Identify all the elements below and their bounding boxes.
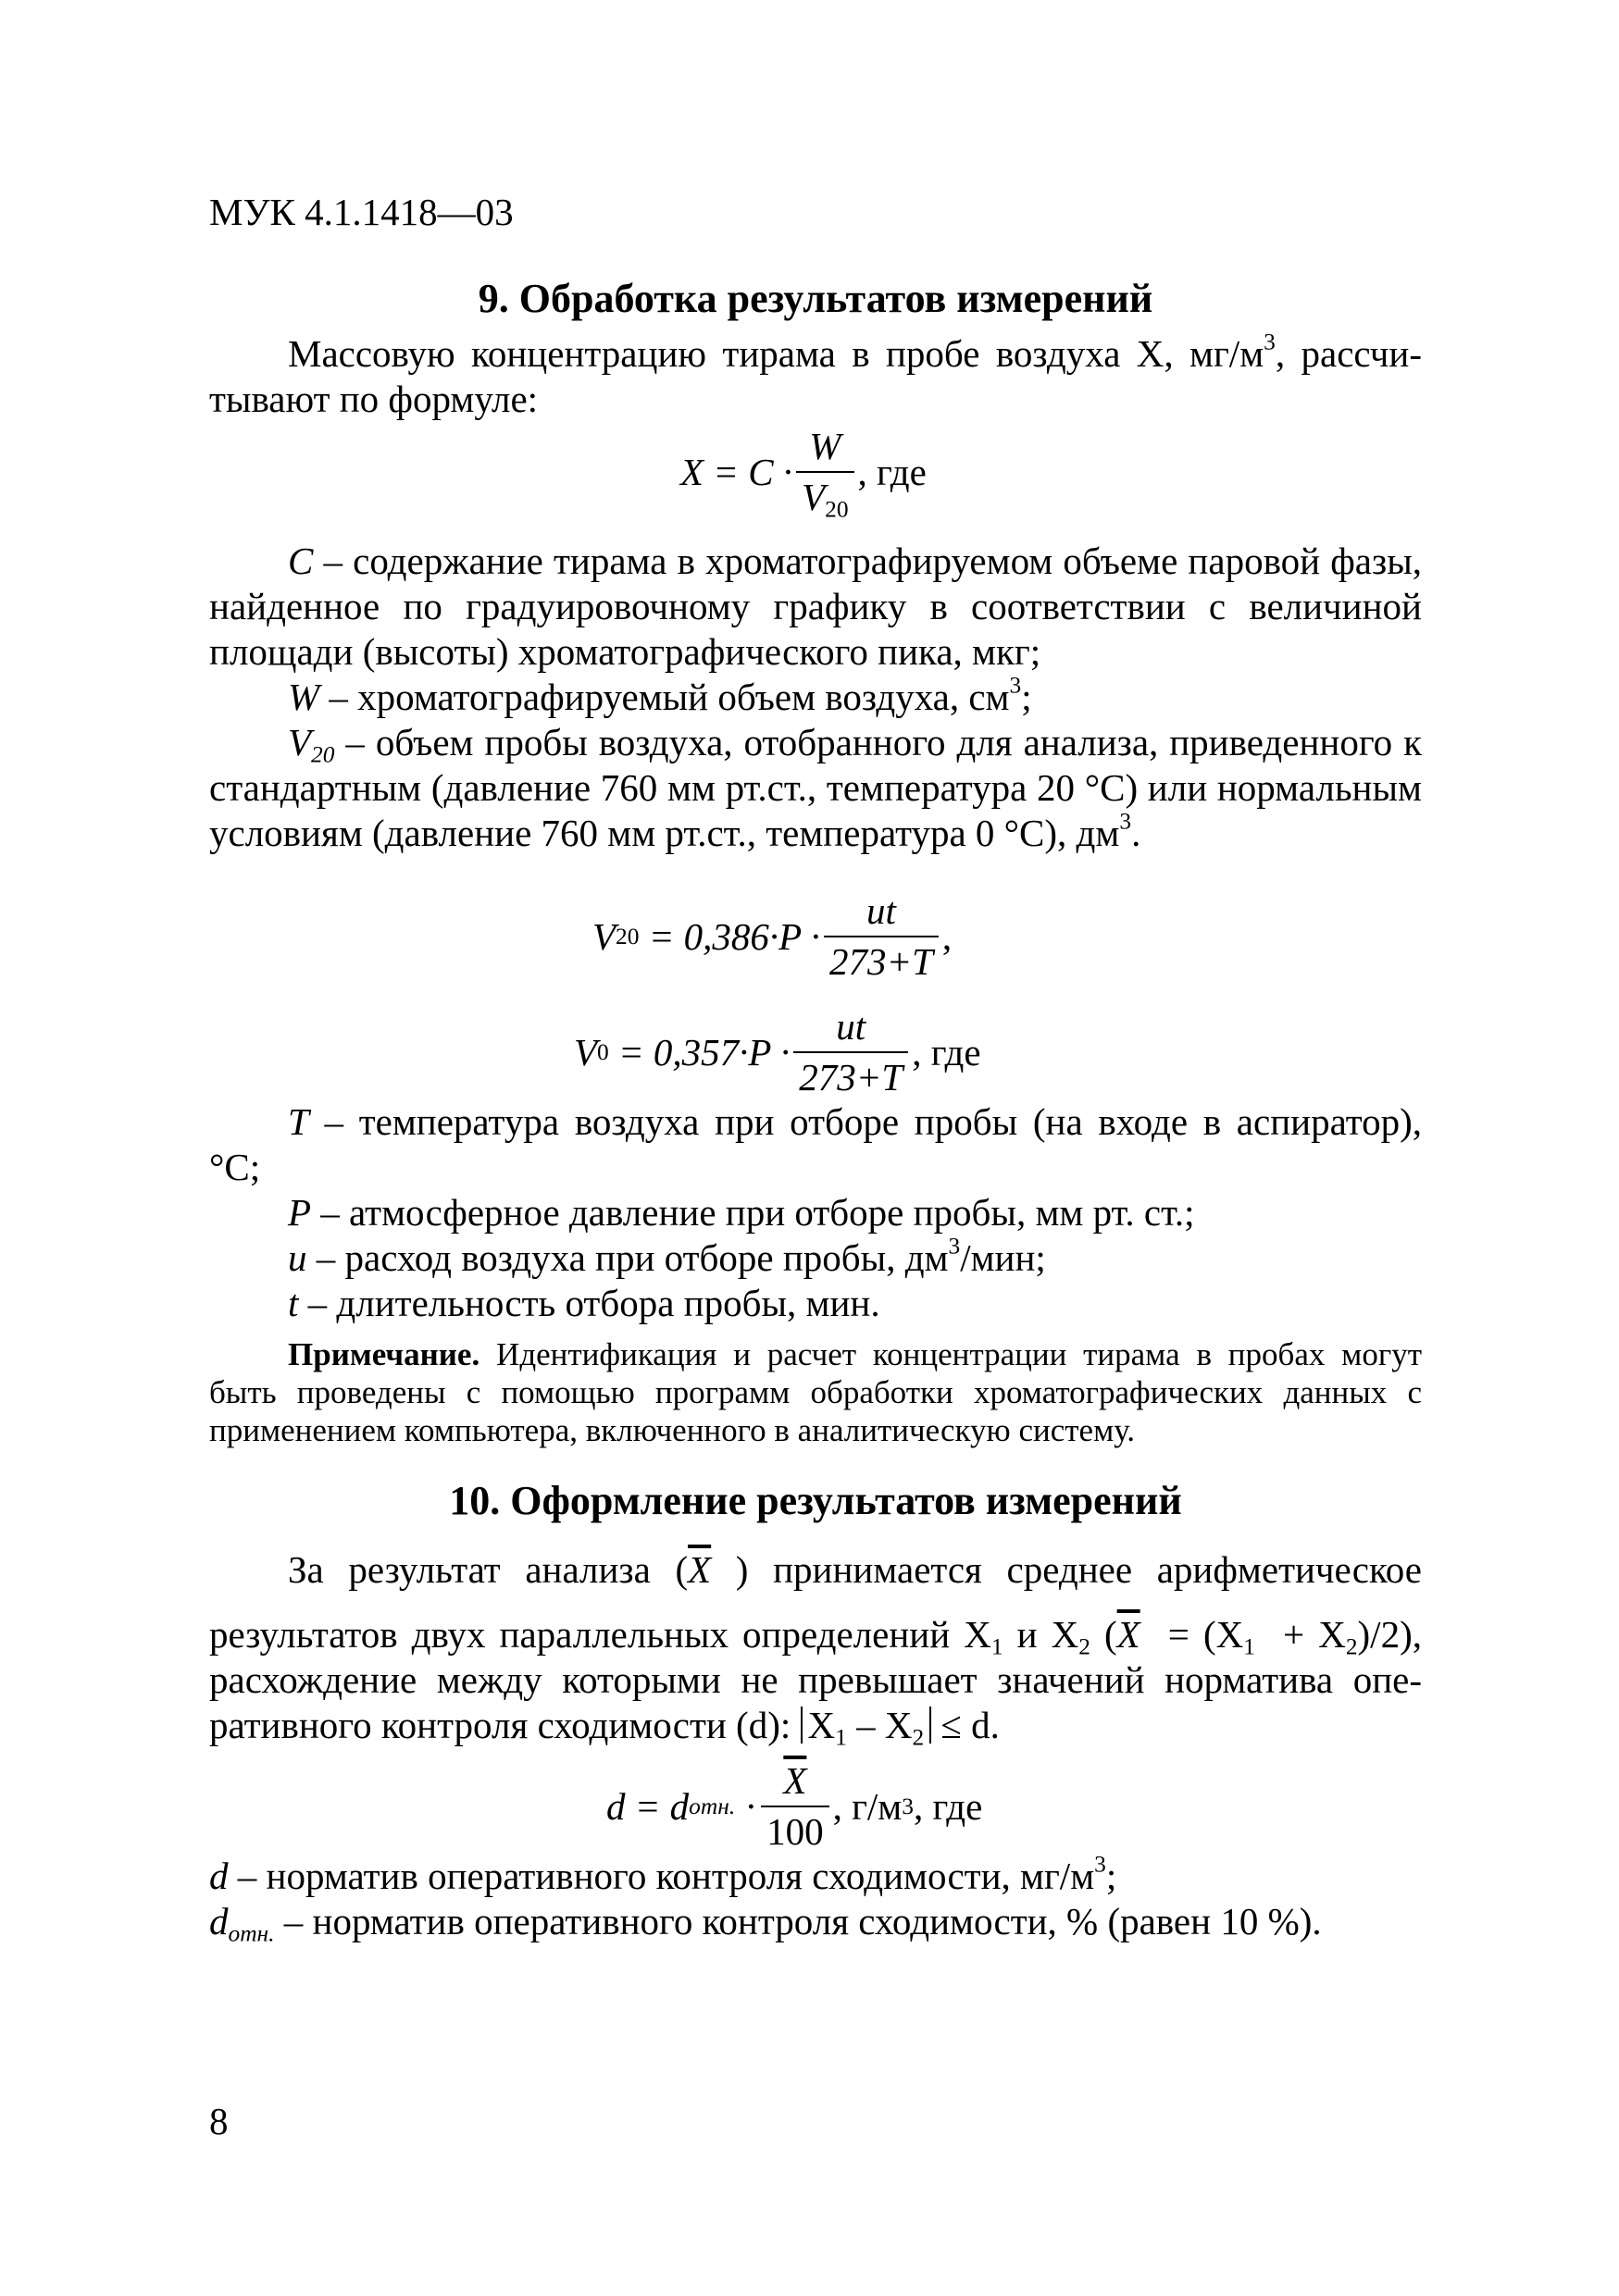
definition-c: С – содержание тирама в хроматографируемом объеме паровой фазы, найденное по градуировочному графику в соответствии с величиной площади (высоты) хроматографического пика, мкг; — [209, 540, 1422, 673]
definition-p: Р – атмосферное давление при отборе пробы, мм рт. ст.; — [288, 1191, 1195, 1234]
definition-t-duration: t – длительность отбора пробы, мин. — [288, 1282, 880, 1324]
section-10-paragraph: результатов двух параллельных определений $Х_1$ и $Х_2$ $(\overline{X} = (Х_1 + Х_2)/2)$, расхождение между которыми не превышает значений норматива оперативного контроля сходимости (d): $Х_1 - Х_2 \le d$. — [209, 1613, 1422, 1751]
document-code: МУК 4.1.1418—03 — [209, 191, 514, 233]
note-label: Примечание. — [288, 1336, 480, 1372]
formula-x-fraction: $\frac{W}{V_{20}}$ — [796, 424, 853, 520]
page-number: 8 — [209, 2100, 229, 2142]
section-10-title: 10. Оформление результатов измерений — [449, 1478, 1182, 1523]
definition-w: W – хроматографируемый объем воздуха, $см^3$; — [288, 672, 1032, 718]
absolute-difference: $Х_1 - Х_2$ — [801, 1706, 932, 1744]
formula-d: d = d отн. · $\frac{\overline{X}}{100}$ , г/м 3 , где — [606, 1759, 983, 1853]
definition-d-otn: $d_{отн.}$ – норматив оперативного контроля сходимости, % (равен 10 %). — [209, 1900, 1322, 1947]
section-9-title: 9. Обработка результатов измерений — [478, 276, 1153, 321]
definition-t: Т – температура воздуха при отборе пробы (на входе в аспиратор), °С; — [209, 1100, 1422, 1188]
definition-u: u – расход воздуха при отборе пробы, $дм^3$/мин; — [288, 1233, 1046, 1279]
definition-d: d – норматив оперативного контроля сходимости, $мг/м^3$; — [209, 1851, 1117, 1897]
formula-v0: V 0 = 0,357·P · $\frac{ut}{273+T}$ , где — [574, 1005, 981, 1098]
section-9-intro: Массовую концентрацию тирама в пробе воздуха Х, $мг/м^3$, рассчитывают по формуле: — [209, 329, 1422, 420]
section-10-line-1: За результат анализа ($\overline{X}$ ) принимается среднее арифметическое — [288, 1548, 1422, 1591]
definition-v20: $V_{20}$ – объем пробы воздуха, отобранного для анализа, приведенного к стандартным (давление 760 мм рт.ст., температура 20 °С) или нормальным условиям (давление 760 мм рт.ст., температура 0 °С), $дм^3$. — [209, 721, 1422, 854]
formula-x: X = C · $\frac{W}{V_{20}}$ , где — [680, 425, 927, 523]
formula-v20: V 20 = 0,386·P · $\frac{ut}{273+T}$ , — [592, 889, 953, 983]
note-paragraph: Примечание. Идентификация и расчет концентрации тирама в пробах могут быть проведены с помощью программ обработки хроматографических данных с применением компьютера, включенного в аналитическую систему. — [209, 1336, 1422, 1448]
